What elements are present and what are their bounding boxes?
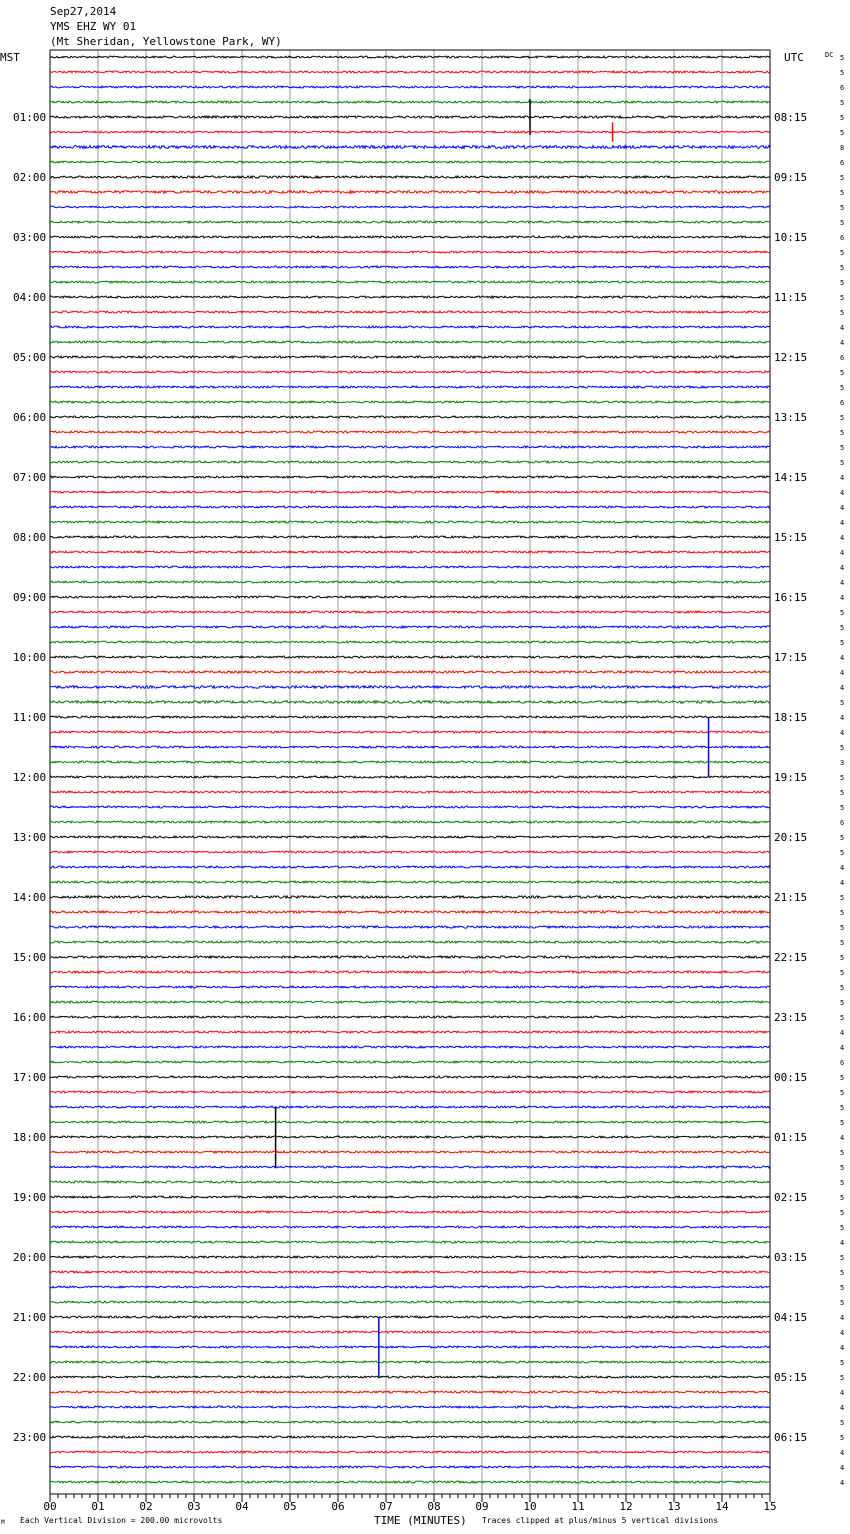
dc-offset-value: 5	[840, 1119, 845, 1127]
hour-label-utc: 02:15	[774, 1191, 808, 1204]
dc-offset-value: 5	[840, 744, 845, 752]
trace-line	[50, 746, 770, 748]
hour-label-utc: 10:15	[774, 231, 808, 244]
trace-line	[50, 1421, 770, 1423]
dc-offset-value: 5	[840, 1104, 845, 1112]
x-tick-label: 03	[187, 1500, 201, 1513]
dc-offset-value: 5	[840, 1164, 845, 1172]
hour-label-utc: 11:15	[774, 291, 808, 304]
dc-offset-value: 5	[840, 129, 845, 137]
trace-line	[50, 131, 770, 133]
dc-offset-value: 5	[840, 924, 845, 932]
x-tick-label: 13	[667, 1500, 681, 1513]
trace-line	[50, 701, 770, 704]
trace-line	[50, 836, 770, 838]
dc-offset-value: 6	[840, 159, 845, 167]
hour-label-utc: 04:15	[774, 1311, 808, 1324]
hour-label-mst: 09:00	[13, 591, 47, 604]
trace-line	[50, 866, 770, 868]
trace-line	[50, 311, 770, 313]
trace-line	[50, 761, 770, 763]
trace-line	[50, 206, 770, 208]
dc-offset-value: 5	[840, 1254, 845, 1262]
trace-line	[50, 1136, 770, 1138]
dc-offset-value: 5	[840, 384, 845, 392]
trace-line	[50, 1376, 770, 1378]
trace-line	[50, 611, 770, 613]
dc-offset-value: 4	[840, 1479, 845, 1487]
dc-offset-value: 5	[840, 1014, 845, 1022]
dc-offset-value: 5	[840, 1284, 845, 1292]
dc-offset-value: 4	[840, 579, 845, 587]
trace-line	[50, 1361, 770, 1363]
dc-offset-value: 4	[840, 669, 845, 677]
dc-offset-value: 6	[840, 84, 845, 92]
trace-line	[50, 671, 770, 673]
trace-line	[50, 146, 770, 149]
hour-label-mst: 01:00	[13, 111, 47, 124]
corner-mark: M	[1, 1519, 5, 1526]
dc-offset-value: 5	[840, 789, 845, 797]
trace-line	[50, 56, 770, 58]
scale-note: Each Vertical Division = 200.00 microvolts	[20, 1516, 223, 1525]
header-date: Sep27,2014	[50, 5, 117, 18]
hour-label-mst: 13:00	[13, 831, 47, 844]
trace-line	[50, 731, 770, 733]
trace-line	[50, 566, 770, 568]
x-tick-label: 00	[43, 1500, 57, 1513]
hour-label-mst: 04:00	[13, 291, 47, 304]
trace-line	[50, 1016, 770, 1018]
dc-offset-value: 5	[840, 279, 845, 287]
trace-line	[50, 401, 770, 403]
trace-line	[50, 1406, 770, 1408]
dc-offset-value: 4	[840, 324, 845, 332]
x-tick-label: 11	[571, 1500, 585, 1513]
hour-label-mst: 14:00	[13, 891, 47, 904]
dc-offset-value: 5	[840, 1194, 845, 1202]
trace-line	[50, 1391, 770, 1393]
trace-line	[50, 851, 770, 853]
x-axis-title: TIME (MINUTES)	[374, 1514, 467, 1527]
trace-line	[50, 506, 770, 508]
trace-line	[50, 1346, 770, 1348]
dc-offset-value: 5	[840, 1179, 845, 1187]
dc-offset-value: 3	[840, 759, 845, 767]
x-tick-label: 09	[475, 1500, 489, 1513]
trace-line	[50, 641, 770, 643]
dc-offset-value: 4	[840, 594, 845, 602]
hour-label-mst: 23:00	[13, 1431, 47, 1444]
dc-offset-value: 6	[840, 1059, 845, 1067]
dc-offset-value: 4	[840, 549, 845, 557]
dc-offset-value: 4	[840, 864, 845, 872]
trace-line	[50, 86, 770, 88]
dc-offset-value: 5	[840, 1224, 845, 1232]
x-tick-label: 06	[331, 1500, 345, 1513]
trace-line	[50, 716, 770, 718]
dc-offset-value: 4	[840, 1344, 845, 1352]
dc-offset-value: 5	[840, 429, 845, 437]
dc-offset-value: 6	[840, 234, 845, 242]
trace-line	[50, 476, 770, 478]
dc-offset-value: 5	[840, 639, 845, 647]
hour-label-mst: 16:00	[13, 1011, 47, 1024]
hour-label-utc: 19:15	[774, 771, 808, 784]
dc-offset-value: 4	[840, 339, 845, 347]
dc-offset-value: 4	[840, 474, 845, 482]
dc-offset-value: 5	[840, 99, 845, 107]
dc-offset-value: 5	[840, 804, 845, 812]
dc-offset-value: 5	[840, 1299, 845, 1307]
hour-label-utc: 08:15	[774, 111, 808, 124]
trace-line	[50, 971, 770, 973]
trace-line	[50, 1211, 770, 1213]
trace-line	[50, 1181, 770, 1183]
dc-offset-value: 5	[840, 189, 845, 197]
hour-label-utc: 12:15	[774, 351, 808, 364]
trace-line	[50, 281, 770, 283]
hour-label-utc: 14:15	[774, 471, 808, 484]
trace-line	[50, 1151, 770, 1153]
dc-offset-value: 5	[840, 999, 845, 1007]
trace-line	[50, 881, 770, 883]
trace-line	[50, 911, 770, 913]
trace-line	[50, 791, 770, 793]
dc-offset-value: 5	[840, 954, 845, 962]
dc-offset-value: 5	[840, 1374, 845, 1382]
trace-line	[50, 1121, 770, 1123]
dc-offset-value: 4	[840, 1464, 845, 1472]
trace-line	[50, 1316, 770, 1318]
trace-line	[50, 896, 770, 898]
hour-label-utc: 05:15	[774, 1371, 808, 1384]
trace-line	[50, 1451, 770, 1453]
trace-line	[50, 341, 770, 343]
dc-offset-value: 6	[840, 399, 845, 407]
trace-line	[50, 416, 770, 418]
dc-offset-value: 4	[840, 1404, 845, 1412]
trace-line	[50, 251, 770, 253]
trace-line	[50, 656, 770, 658]
x-tick-label: 12	[619, 1500, 633, 1513]
x-tick-label: 05	[283, 1500, 297, 1513]
hour-label-mst: 19:00	[13, 1191, 47, 1204]
header-station: YMS EHZ WY 01	[50, 20, 137, 33]
dc-offset-value: 5	[840, 174, 845, 182]
dc-offset-value: 4	[840, 1044, 845, 1052]
dc-offset-value: 4	[840, 1329, 845, 1337]
dc-offset-value: 4	[840, 1029, 845, 1037]
dc-offset-value: 4	[840, 1239, 845, 1247]
trace-line	[50, 1256, 770, 1258]
hour-label-utc: 18:15	[774, 711, 808, 724]
dc-offset-value: 5	[840, 69, 845, 77]
trace-line	[50, 551, 770, 553]
trace-line	[50, 806, 770, 808]
hour-label-mst: 06:00	[13, 411, 47, 424]
x-tick-label: 08	[427, 1500, 441, 1513]
dc-offset-value: 4	[840, 1449, 845, 1457]
hour-label-mst: 20:00	[13, 1251, 47, 1264]
hour-label-mst: 10:00	[13, 651, 47, 664]
dc-offset-value: 4	[840, 1134, 845, 1142]
dc-offset-value: 5	[840, 459, 845, 467]
trace-line	[50, 1436, 770, 1438]
trace-line	[50, 491, 770, 493]
trace-line	[50, 1046, 770, 1048]
hour-label-utc: 22:15	[774, 951, 808, 964]
dc-offset-value: 5	[840, 54, 845, 62]
dc-offset-value: 4	[840, 1314, 845, 1322]
clip-note: Traces clipped at plus/minus 5 vertical divisions	[482, 1516, 719, 1525]
trace-line	[50, 1001, 770, 1003]
trace-line	[50, 236, 770, 238]
trace-line	[50, 1286, 770, 1288]
dc-offset-value: 4	[840, 654, 845, 662]
hour-label-utc: 15:15	[774, 531, 808, 544]
x-axis	[43, 1494, 776, 1513]
trace-line	[50, 1061, 770, 1063]
trace-line	[50, 1331, 770, 1333]
trace-line	[50, 296, 770, 298]
dc-offset-value: 5	[840, 894, 845, 902]
dc-offset-value: 5	[840, 1074, 845, 1082]
trace-line	[50, 71, 770, 73]
dc-offset-value: 8	[840, 144, 845, 152]
left-timezone-label: MST	[0, 51, 20, 64]
hour-label-utc: 06:15	[774, 1431, 808, 1444]
dc-offset-value: 4	[840, 534, 845, 542]
hour-label-utc: 09:15	[774, 171, 808, 184]
hour-label-utc: 00:15	[774, 1071, 808, 1084]
hour-label-utc: 13:15	[774, 411, 808, 424]
dc-offset-value: 5	[840, 444, 845, 452]
dc-offset-value: 5	[840, 369, 845, 377]
dc-offset-value: 4	[840, 519, 845, 527]
trace-line	[50, 266, 770, 268]
x-tick-label: 10	[523, 1500, 537, 1513]
dc-offset-value: 5	[840, 249, 845, 257]
dc-offset-value: 5	[840, 264, 845, 272]
x-tick-label: 15	[763, 1500, 777, 1513]
hour-label-utc: 16:15	[774, 591, 808, 604]
dc-offset-value: 5	[840, 1419, 845, 1427]
hour-label-utc: 20:15	[774, 831, 808, 844]
trace-line	[50, 941, 770, 943]
dc-offset-value: 4	[840, 729, 845, 737]
dc-offset-value: 5	[840, 984, 845, 992]
hour-label-mst: 02:00	[13, 171, 47, 184]
dc-offset-value: 4	[840, 564, 845, 572]
hour-label-mst: 11:00	[13, 711, 47, 724]
trace-line	[50, 221, 770, 223]
trace-line	[50, 161, 770, 163]
dc-offset-value: 5	[840, 939, 845, 947]
trace-line	[50, 1166, 770, 1168]
dc-offset-value: 5	[840, 1089, 845, 1097]
dc-offset-value: 5	[840, 609, 845, 617]
trace-line	[50, 686, 770, 689]
dc-offset-value: 4	[840, 1389, 845, 1397]
x-tick-label: 02	[139, 1500, 153, 1513]
x-tick-label: 04	[235, 1500, 249, 1513]
dc-offset-value: 6	[840, 819, 845, 827]
dc-offset-value: 4	[840, 879, 845, 887]
trace-line	[50, 446, 770, 448]
trace-line	[50, 596, 770, 598]
trace-line	[50, 176, 770, 178]
trace-line	[50, 101, 770, 103]
trace-line	[50, 1031, 770, 1033]
trace-group	[50, 56, 770, 1483]
trace-line	[50, 986, 770, 988]
hour-label-mst: 12:00	[13, 771, 47, 784]
dc-offset-value: 5	[840, 204, 845, 212]
trace-line	[50, 581, 770, 583]
dc-offset-value: 5	[840, 1359, 845, 1367]
dc-offset-value: 5	[840, 1434, 845, 1442]
dc-offset-value: 4	[840, 714, 845, 722]
dc-offset-value: 5	[840, 624, 845, 632]
hour-label-mst: 18:00	[13, 1131, 47, 1144]
dc-offset-value: 5	[840, 1209, 845, 1217]
trace-line	[50, 371, 770, 373]
trace-line	[50, 536, 770, 538]
hour-label-utc: 17:15	[774, 651, 808, 664]
hour-label-mst: 05:00	[13, 351, 47, 364]
hour-label-mst: 21:00	[13, 1311, 47, 1324]
trace-line	[50, 1271, 770, 1273]
header-location: (Mt Sheridan, Yellowstone Park, WY)	[50, 35, 282, 48]
trace-line	[50, 1226, 770, 1228]
trace-line	[50, 821, 770, 823]
hour-label-mst: 07:00	[13, 471, 47, 484]
trace-line	[50, 1196, 770, 1198]
dc-offset-value: 5	[840, 114, 845, 122]
trace-line	[50, 626, 770, 628]
dc-offset-value: 4	[840, 504, 845, 512]
trace-line	[50, 1091, 770, 1093]
hour-label-mst: 17:00	[13, 1071, 47, 1084]
trace-line	[50, 326, 770, 328]
dc-offset-value: 6	[840, 354, 845, 362]
trace-line	[50, 776, 770, 778]
trace-line	[50, 116, 770, 118]
dc-offset-value: 5	[840, 774, 845, 782]
trace-line	[50, 521, 770, 523]
hour-label-mst: 03:00	[13, 231, 47, 244]
x-tick-label: 14	[715, 1500, 729, 1513]
trace-line	[50, 1106, 770, 1108]
x-tick-label: 07	[379, 1500, 393, 1513]
hour-label-utc: 23:15	[774, 1011, 808, 1024]
trace-line	[50, 1076, 770, 1078]
hour-label-mst: 22:00	[13, 1371, 47, 1384]
trace-line	[50, 191, 770, 194]
trace-line	[50, 1481, 770, 1483]
dc-offset-value: 5	[840, 414, 845, 422]
dc-offset-value: 5	[840, 909, 845, 917]
trace-line	[50, 431, 770, 433]
dc-label: DC	[825, 51, 834, 59]
hour-label-utc: 01:15	[774, 1131, 808, 1144]
hour-label-utc: 03:15	[774, 1251, 808, 1264]
dc-offset-column	[840, 54, 844, 1487]
dc-offset-value: 5	[840, 294, 845, 302]
hour-label-utc: 21:15	[774, 891, 808, 904]
trace-line	[50, 461, 770, 463]
dc-offset-value: 4	[840, 684, 845, 692]
dc-offset-value: 5	[840, 219, 845, 227]
dc-offset-value: 5	[840, 1149, 845, 1157]
dc-offset-value: 5	[840, 1269, 845, 1277]
trace-line	[50, 1466, 770, 1468]
right-timezone-label: UTC	[784, 51, 804, 64]
hour-label-mst: 15:00	[13, 951, 47, 964]
hour-label-mst: 08:00	[13, 531, 47, 544]
dc-offset-value: 5	[840, 849, 845, 857]
dc-offset-value: 5	[840, 834, 845, 842]
trace-line	[50, 926, 770, 928]
trace-line	[50, 1301, 770, 1303]
dc-offset-value: 5	[840, 699, 845, 707]
trace-line	[50, 356, 770, 358]
trace-line	[50, 956, 770, 958]
trace-line	[50, 386, 770, 388]
dc-offset-value: 5	[840, 309, 845, 317]
x-tick-label: 01	[91, 1500, 105, 1513]
trace-line	[50, 1241, 770, 1243]
dc-offset-value: 5	[840, 969, 845, 977]
dc-offset-value: 4	[840, 489, 845, 497]
